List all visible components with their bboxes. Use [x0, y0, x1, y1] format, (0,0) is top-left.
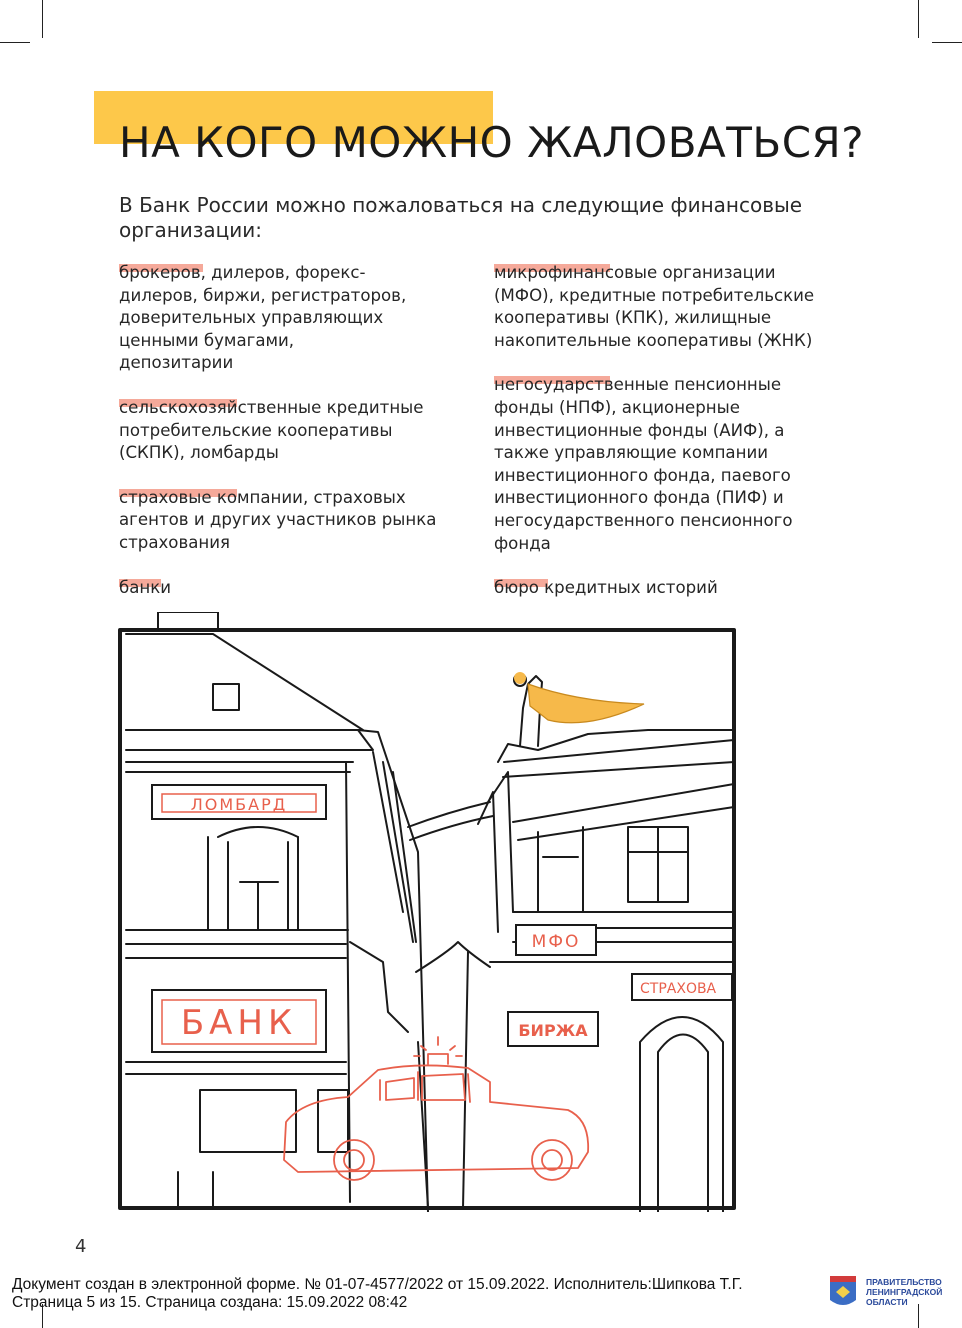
- coat-of-arms-icon: [830, 1276, 856, 1310]
- list-item-text: сельскохозяйственные кредитные потребительские кооперативы (СКПК), ломбарды: [119, 397, 424, 463]
- page-number: 4: [75, 1236, 87, 1257]
- left-column: [119, 262, 479, 621]
- gov-logo-line: ОБЛАСТИ: [866, 1297, 908, 1307]
- list-item: [119, 262, 409, 375]
- list-item: [119, 397, 449, 465]
- gov-logo-text: [866, 1277, 956, 1307]
- crop-mark: [918, 0, 919, 38]
- footer-line-2: Страница 5 из 15. Страница создана: 15.09.2022 08:42: [12, 1294, 408, 1311]
- gov-logo-line: ПРАВИТЕЛЬСТВО: [866, 1277, 942, 1287]
- sign-strakhova: СТРАХОВА: [640, 981, 717, 997]
- list-item: [119, 487, 444, 555]
- sign-mfo: МФО: [531, 932, 581, 952]
- document-footer: [12, 1276, 743, 1312]
- crop-mark: [42, 0, 43, 38]
- list-item: [494, 374, 824, 555]
- sign-bank: БАНК: [180, 1003, 298, 1043]
- cape-shape: [528, 684, 644, 723]
- list-item-text: бюро кредитных историй: [494, 578, 718, 598]
- list-item-text: страховые компании, страховых агентов и других участников рынка страхования: [119, 487, 437, 552]
- gov-logo-line: ЛЕНИНГРАДСКОЙ: [866, 1287, 943, 1297]
- list-item: [494, 577, 824, 600]
- footer-line-1: Документ создан в электронной форме. № 01-07-4577/2022 от 15.09.2022. Исполнитель:Шипкова Т.Г.: [12, 1276, 743, 1293]
- sign-lombard: ЛОМБАРД: [190, 795, 288, 814]
- right-column: [494, 262, 854, 622]
- crop-mark: [0, 42, 30, 43]
- crop-mark: [932, 42, 962, 43]
- list-item-text: микрофинансовые организации (МФО), кредитные потребительские кооперативы (КПК), жилищные накопительные кооперативы (ЖНК): [494, 263, 815, 350]
- lead-text: В Банк России можно пожаловаться на следующие финансовые организации:: [119, 193, 803, 242]
- list-item-text: банки: [119, 577, 172, 597]
- list-item-text: негосударственные пенсионные фонды (НПФ), акционерные инвестиционные фонды (АИФ), а также управляющие компании инвестиционного фонда, паевого инвестиционного фонда (ПИФ) и негосударственного пенсионного фонда: [494, 375, 793, 553]
- list-item: [119, 577, 419, 600]
- street-illustration: [118, 612, 736, 1212]
- sign-birzha: БИРЖА: [518, 1021, 588, 1040]
- page-title: НА КОГО МОЖНО ЖАЛОВАТЬСЯ?: [119, 118, 865, 167]
- list-item-text: брокеров, дилеров, форекс-дилеров, биржи, регистраторов, доверительных управляющих ценными бумагами, депозитарии: [119, 263, 407, 373]
- crop-mark: [918, 1304, 919, 1328]
- list-item: [494, 262, 824, 352]
